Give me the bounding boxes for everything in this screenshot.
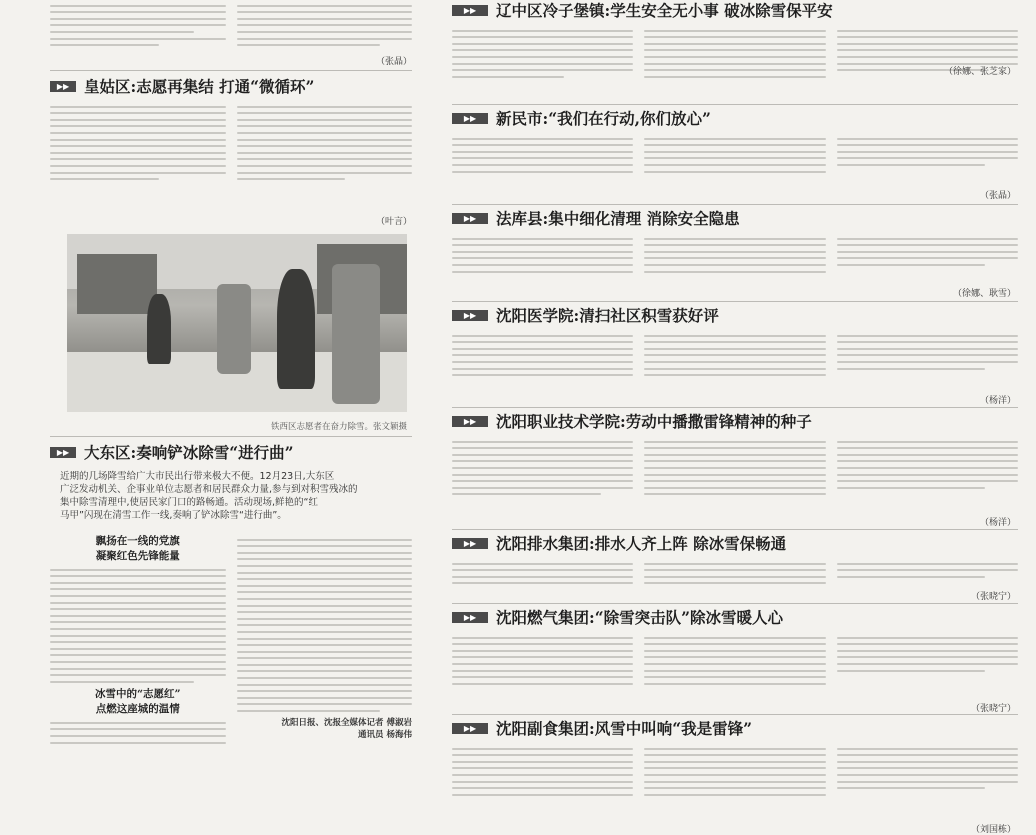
headline-text: 新民市:“我们在行动,你们放心” [496,109,711,128]
story-food [452,718,1018,835]
headline-marker-icon: ▶▶ [452,416,488,427]
byline: （杨洋） [979,518,1016,527]
headline-marker-icon: ▶▶ [50,81,76,92]
headline [50,442,412,462]
headline [452,108,1018,128]
byline: （杨洋） [979,396,1016,405]
headline-text: 皇姑区:志愿再集结 打通“微循环” [84,77,315,96]
credit-line: 沈阳日报、沈报全媒体记者 傅淑岩 [281,717,412,728]
divider [452,104,1018,105]
byline: （徐娜、张芝家） [943,67,1016,77]
divider [452,714,1018,715]
story-gas [452,607,1018,713]
story-liaozhong [452,0,1018,98]
story-top-left [50,0,412,66]
headline-marker-icon: ▶▶ [452,723,488,734]
lead-line: 集中除雪清理中,使居民家门口的路畅通。活动现场,鲜艳的“红 [60,497,318,508]
headline-marker-icon: ▶▶ [452,538,488,549]
byline: （徐娜、耿雪） [952,289,1016,299]
lead-line: 广泛发动机关、企事业单位志愿者和居民群众力量,参与到对积雪残冰的 [60,484,358,495]
headline-text: 大东区:奏响铲冰除雪“进行曲” [84,443,294,462]
divider [452,529,1018,530]
headline-marker-icon: ▶▶ [452,213,488,224]
divider [50,70,412,71]
headline-text: 法库县:集中细化清理 消除安全隐患 [496,209,740,228]
story-faku [452,208,1018,300]
divider [50,436,412,437]
divider [452,301,1018,302]
headline [452,0,1018,20]
byline: （张晓宁） [970,592,1016,601]
byline: （张晓宁） [970,704,1016,713]
photo-person [332,264,380,404]
story-medical [452,305,1018,405]
headline-marker-icon: ▶▶ [452,612,488,623]
divider [452,603,1018,604]
subheading: 凝聚红色先锋能量 [95,550,180,562]
photo-building [77,254,157,314]
headline-text: 沈阳燃气集团:“除雪突击队”除冰雪暖人心 [496,608,784,627]
headline [452,718,1018,738]
headline [452,533,1018,553]
story-xinmin [452,108,1018,200]
right-column [452,0,1018,835]
headline-marker-icon: ▶▶ [452,5,488,16]
story-huanggu [50,76,412,226]
divider [452,204,1018,205]
headline [452,208,1018,228]
lead-line: 马甲”闪现在清雪工作一线,奏响了铲冰除雪“进行曲”。 [60,510,287,521]
headline [452,411,1018,431]
lead-line: 近期的几场降雪给广大市民出行带来极大不便。12月23日,大东区 [60,471,335,482]
subheading: 冰雪中的“志愿红” [94,688,181,701]
photo-person [277,269,315,389]
byline: （张晶） [979,191,1016,200]
byline: （刘国栋） [970,825,1016,835]
headline-text: 沈阳排水集团:排水人齐上阵 除冰雪保畅通 [496,534,787,553]
byline: （叶言） [375,217,412,226]
headline-text: 辽中区冷子堡镇:学生安全无小事 破冰除雪保平安 [496,1,833,20]
photo-person [217,284,251,374]
story-vocational [452,411,1018,527]
photo-person [147,294,171,364]
headline-marker-icon: ▶▶ [452,113,488,124]
snow-clearing-photo [67,234,407,412]
headline-text: 沈阳副食集团:风雪中叫响“我是雷锋” [496,719,753,738]
headline [452,607,1018,627]
story-dadong [50,442,412,835]
headline-marker-icon: ▶▶ [50,447,76,458]
divider [452,407,1018,408]
headline [452,305,1018,325]
headline-text: 沈阳职业技术学院:劳动中播撒雷锋精神的种子 [496,412,812,431]
byline: （张晶） [375,57,412,66]
headline-marker-icon: ▶▶ [452,310,488,321]
subheading: 点燃这座城的温情 [95,703,180,716]
headline-text: 沈阳医学院:清扫社区积雪获好评 [496,306,719,325]
subheading: 飘扬在一线的党旗 [95,535,180,547]
story-drainage [452,533,1018,601]
headline [50,76,412,96]
credit-line: 通讯员 杨海伟 [358,729,412,740]
photo-caption: 铁西区志愿者在奋力除雪。张文颖摄 [270,422,407,432]
